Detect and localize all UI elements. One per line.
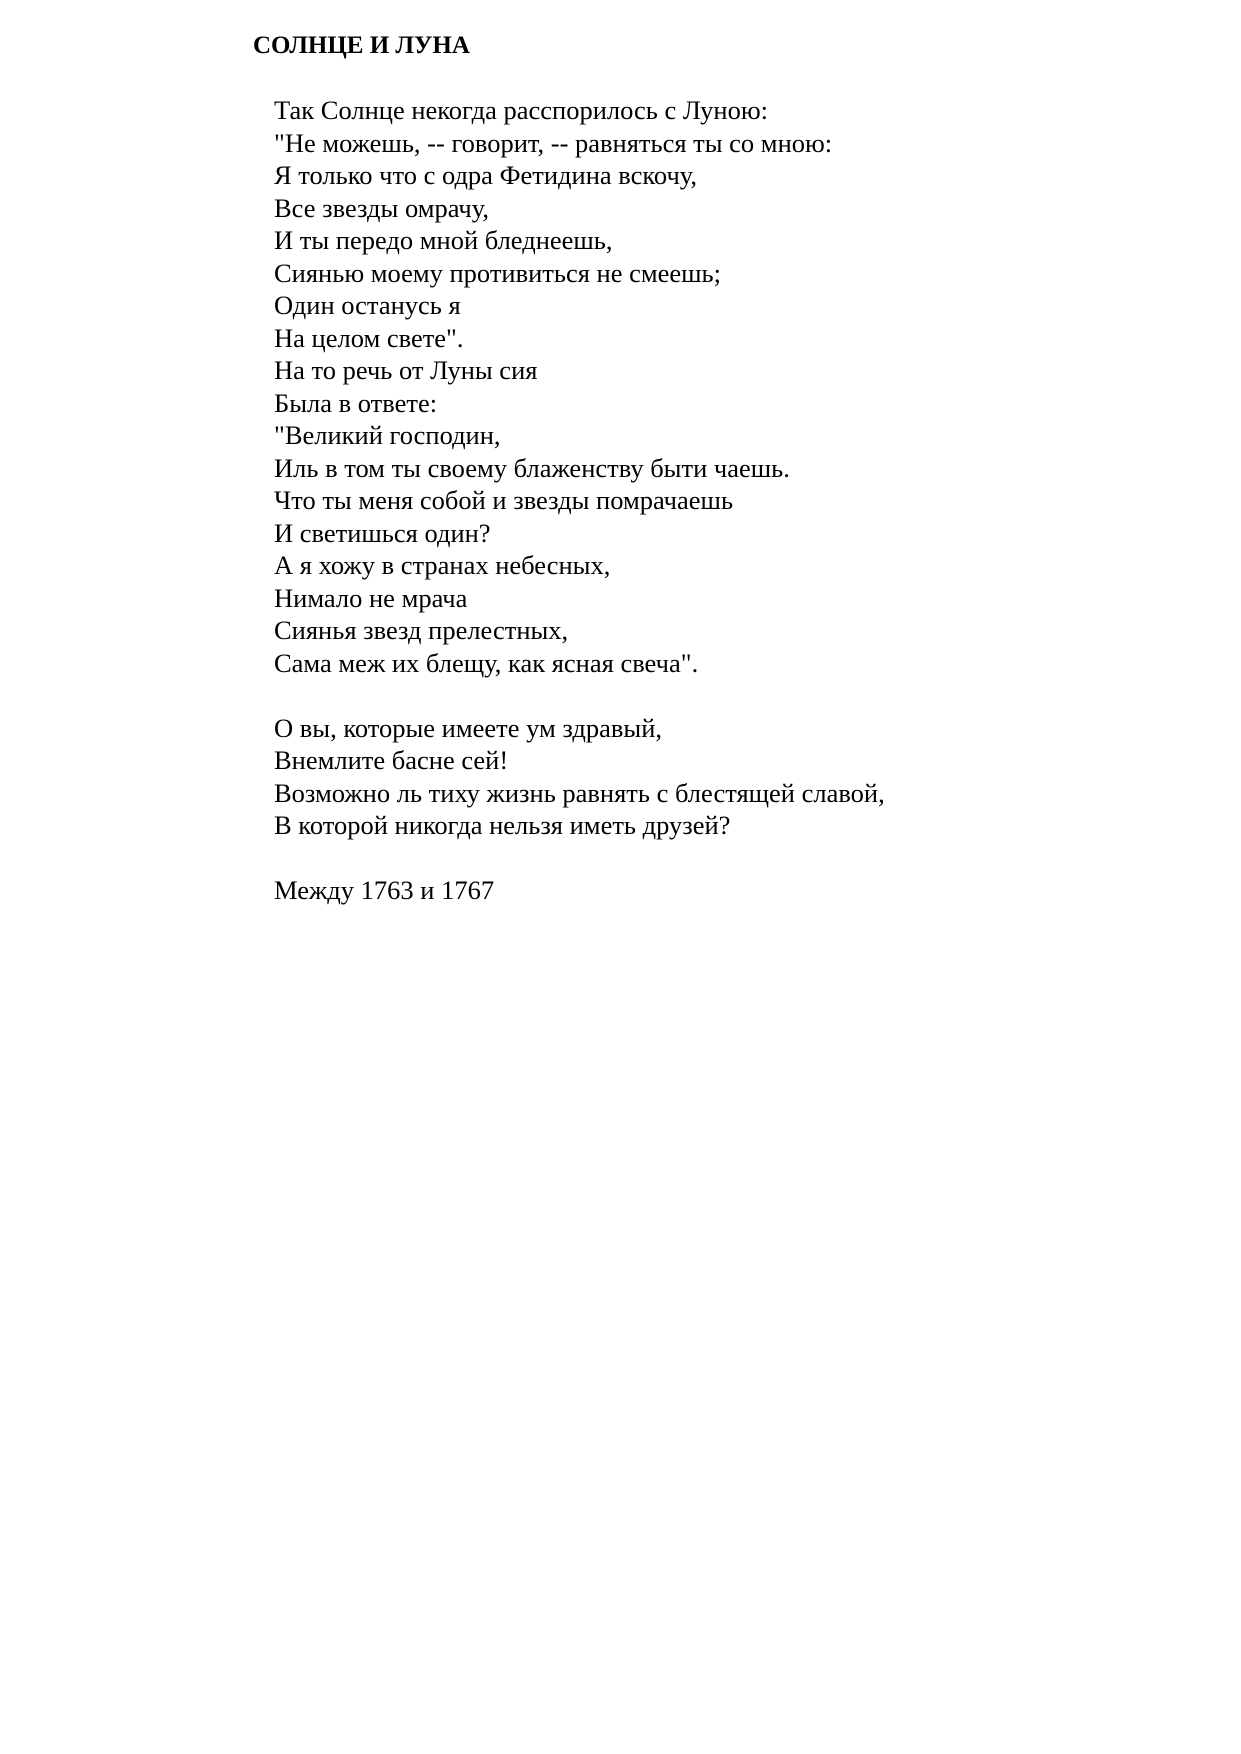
poem-line: А я хожу в странах небесных, [274,550,611,580]
poem-line: На целом свете". [274,322,464,353]
poem-line: И ты передо мной бледнеешь, [274,225,613,255]
poem-line: На то речь от Луны сия [274,355,538,385]
poem-line: Что ты меня собой и звезды помрачаешь [274,485,734,515]
poem-line: Была в ответе: [274,387,438,418]
poem-line: Сама меж их блещу, как ясная свеча". [274,647,699,678]
poem-line: О вы, которые имеете ум здравый, [274,712,663,743]
poem-line: Так Солнце некогда расспорилось с Луною: [274,95,769,125]
poem-line: Сиянью моему противиться не смеешь; [274,257,721,288]
stanza-2 [274,712,885,842]
poem-line: В которой никогда нельзя иметь друзей? [274,810,731,840]
poem-line: Все звезды омрачу, [274,192,489,223]
poem-line: Один останусь я [274,290,461,320]
poem-line: "Не можешь, -- говорит, -- равняться ты со мною: [274,127,833,158]
poem-body [274,94,885,907]
poem-title: СОЛНЦЕ И ЛУНА [253,32,470,59]
poem-date: Между 1763 и 1767 [274,875,495,905]
poem-line: И светишься один? [274,517,491,548]
poem-line: Иль в том ты своему блаженству быти чаешь. [274,452,790,483]
poem-line: Я только что с одра Фетидина вскочу, [274,160,698,190]
poem-line: "Великий господин, [274,420,501,450]
poem-line: Сиянья звезд прелестных, [274,615,569,645]
stanza-1 [274,94,885,679]
poem-line: Внемлите басне сей! [274,745,509,775]
poem-line: Возможно ль тиху жизнь равнять с блестящей славой, [274,777,885,808]
poem-line: Нимало не мрача [274,582,468,613]
